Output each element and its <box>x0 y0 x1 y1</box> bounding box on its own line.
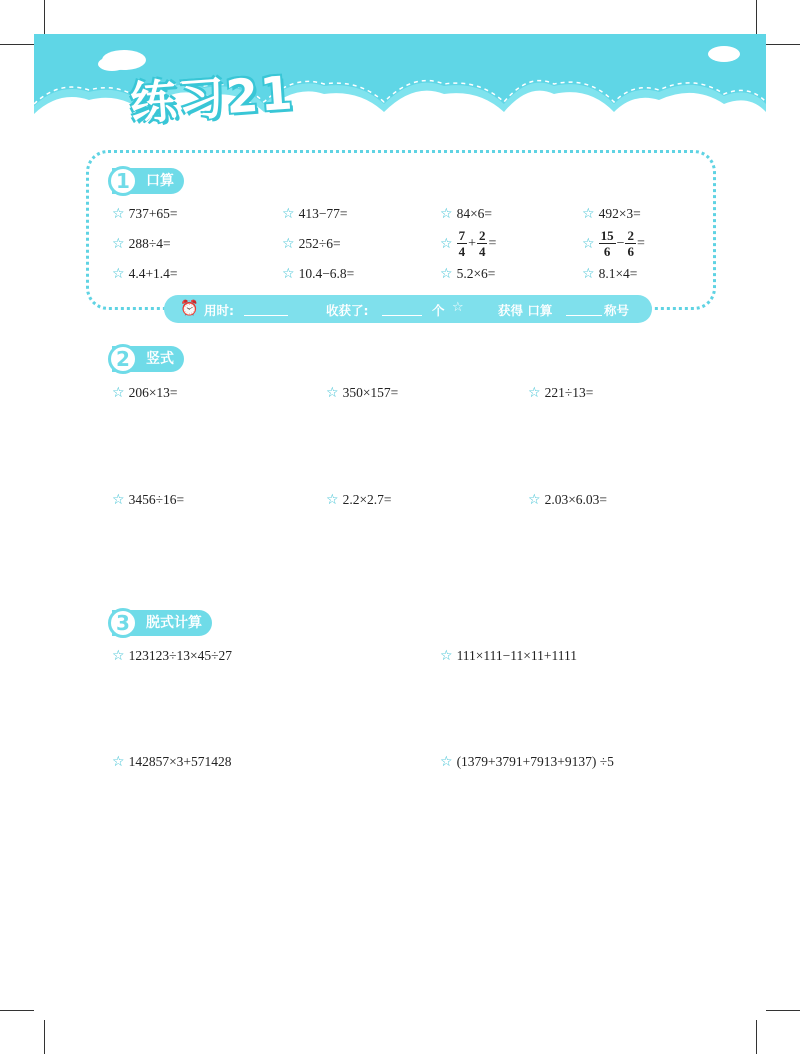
crop-mark <box>766 44 800 45</box>
problem <box>112 206 178 222</box>
page-title: 练习21 <box>128 65 296 131</box>
star-outline-icon: ☆ <box>582 235 595 252</box>
star-outline-icon: ☆ <box>112 492 125 508</box>
problem-text: 142857×3+571428 <box>128 754 232 769</box>
star-outline-icon: ☆ <box>112 266 125 282</box>
problem <box>112 266 178 282</box>
time-blank[interactable] <box>244 303 288 316</box>
crop-mark <box>0 44 34 45</box>
problem-text: 288÷4= <box>128 236 171 251</box>
problem <box>440 648 577 664</box>
equals: = <box>488 235 497 251</box>
crop-mark <box>0 1010 34 1011</box>
award-label: 获得 口算 <box>498 303 553 318</box>
problem <box>112 385 178 401</box>
problem <box>282 266 354 282</box>
problem-text: 2.03×6.03= <box>544 492 608 507</box>
star-outline-icon: ☆ <box>440 754 453 770</box>
problem <box>440 206 492 222</box>
problem-text: 10.4−6.8= <box>298 266 355 281</box>
alarm-clock-icon: ⏰ <box>180 299 199 317</box>
problem-text: 252÷6= <box>298 236 341 251</box>
star-outline-icon: ☆ <box>282 266 295 282</box>
problem <box>582 266 637 282</box>
section-label: 竖式 <box>146 351 174 367</box>
star-outline-icon: ☆ <box>112 206 125 222</box>
fraction-problem <box>440 228 497 259</box>
star-outline-icon: ☆ <box>440 648 453 664</box>
numerator: 15 <box>600 228 614 243</box>
star-outline-icon: ☆ <box>282 206 295 222</box>
problem-text: 492×3= <box>598 206 641 221</box>
star-outline-icon: ☆ <box>112 648 125 664</box>
denominator: 6 <box>627 244 634 259</box>
equals: = <box>636 235 645 251</box>
problem-text: 111×111−11×11+1111 <box>456 648 578 663</box>
time-label: 用时: <box>204 303 234 318</box>
star-outline-icon: ☆ <box>440 266 453 282</box>
problem <box>528 492 607 508</box>
denominator: 4 <box>478 244 486 259</box>
problem <box>282 206 348 222</box>
problem-text: 413−77= <box>298 206 348 221</box>
section-number: 2 <box>108 344 138 374</box>
star-outline-icon: ☆ <box>326 492 339 508</box>
section-label: 口算 <box>146 173 174 189</box>
harvest-label: 收获了: <box>326 303 369 318</box>
star-outline-icon: ☆ <box>528 385 541 401</box>
section-number: 3 <box>108 608 138 638</box>
problem-text: 4.4+1.4= <box>128 266 178 281</box>
star-outline-icon: ☆ <box>282 236 295 252</box>
problem <box>282 236 341 252</box>
operator: − <box>616 235 625 251</box>
operator: + <box>468 235 476 251</box>
fraction <box>477 228 488 259</box>
problem <box>112 754 232 770</box>
unit-label: 个 <box>432 303 445 318</box>
star-outline-icon: ☆ <box>440 235 453 252</box>
denominator: 6 <box>603 244 611 259</box>
fraction <box>599 228 616 259</box>
problem <box>440 754 614 770</box>
fraction-problem <box>582 228 646 259</box>
problem-text: 2.2×2.7= <box>342 492 392 507</box>
problem-text: (1379+3791+7913+9137) ÷5 <box>456 754 614 769</box>
problem-text: 206×13= <box>128 385 178 400</box>
denominator: 4 <box>458 244 466 259</box>
problem <box>440 266 495 282</box>
numerator: 2 <box>478 228 486 243</box>
harvest-blank[interactable] <box>382 303 422 316</box>
crop-mark <box>44 0 45 34</box>
award-blank[interactable] <box>566 303 602 316</box>
star-outline-icon: ☆ <box>528 492 541 508</box>
problem-text: 221÷13= <box>544 385 594 400</box>
problem-text: 3456÷16= <box>128 492 185 507</box>
star-outline-icon: ☆ <box>326 385 339 401</box>
star-outline-icon: ☆ <box>112 754 125 770</box>
star-outline-icon: ☆ <box>112 236 125 252</box>
star-outline-icon: ☆ <box>582 266 595 282</box>
section-label: 脱式计算 <box>146 615 202 631</box>
problem-text: 8.1×4= <box>598 266 638 281</box>
problem <box>326 385 398 401</box>
crop-mark <box>766 1010 800 1011</box>
record-bar <box>164 295 652 323</box>
problem-text: 737+65= <box>128 206 178 221</box>
problem <box>112 236 171 252</box>
crop-mark <box>44 1020 45 1054</box>
problem-text: 123123÷13×45÷27 <box>128 648 232 663</box>
star-outline-icon: ☆ <box>452 300 464 315</box>
problem <box>112 492 184 508</box>
award-suffix: 称号 <box>604 303 630 318</box>
section-number: 1 <box>108 166 138 196</box>
problem <box>112 648 232 664</box>
problem-text: 350×157= <box>342 385 399 400</box>
problem-text: 84×6= <box>456 206 493 221</box>
star-outline-icon: ☆ <box>440 206 453 222</box>
problem <box>582 206 641 222</box>
problem <box>528 385 593 401</box>
star-outline-icon: ☆ <box>112 385 125 401</box>
problem-text: 5.2×6= <box>456 266 496 281</box>
star-outline-icon: ☆ <box>582 206 595 222</box>
fraction <box>457 228 468 259</box>
numerator: 7 <box>458 228 466 243</box>
crop-mark <box>756 0 757 34</box>
numerator: 2 <box>627 228 634 243</box>
crop-mark <box>756 1020 757 1054</box>
problem <box>326 492 392 508</box>
fraction <box>625 228 636 259</box>
